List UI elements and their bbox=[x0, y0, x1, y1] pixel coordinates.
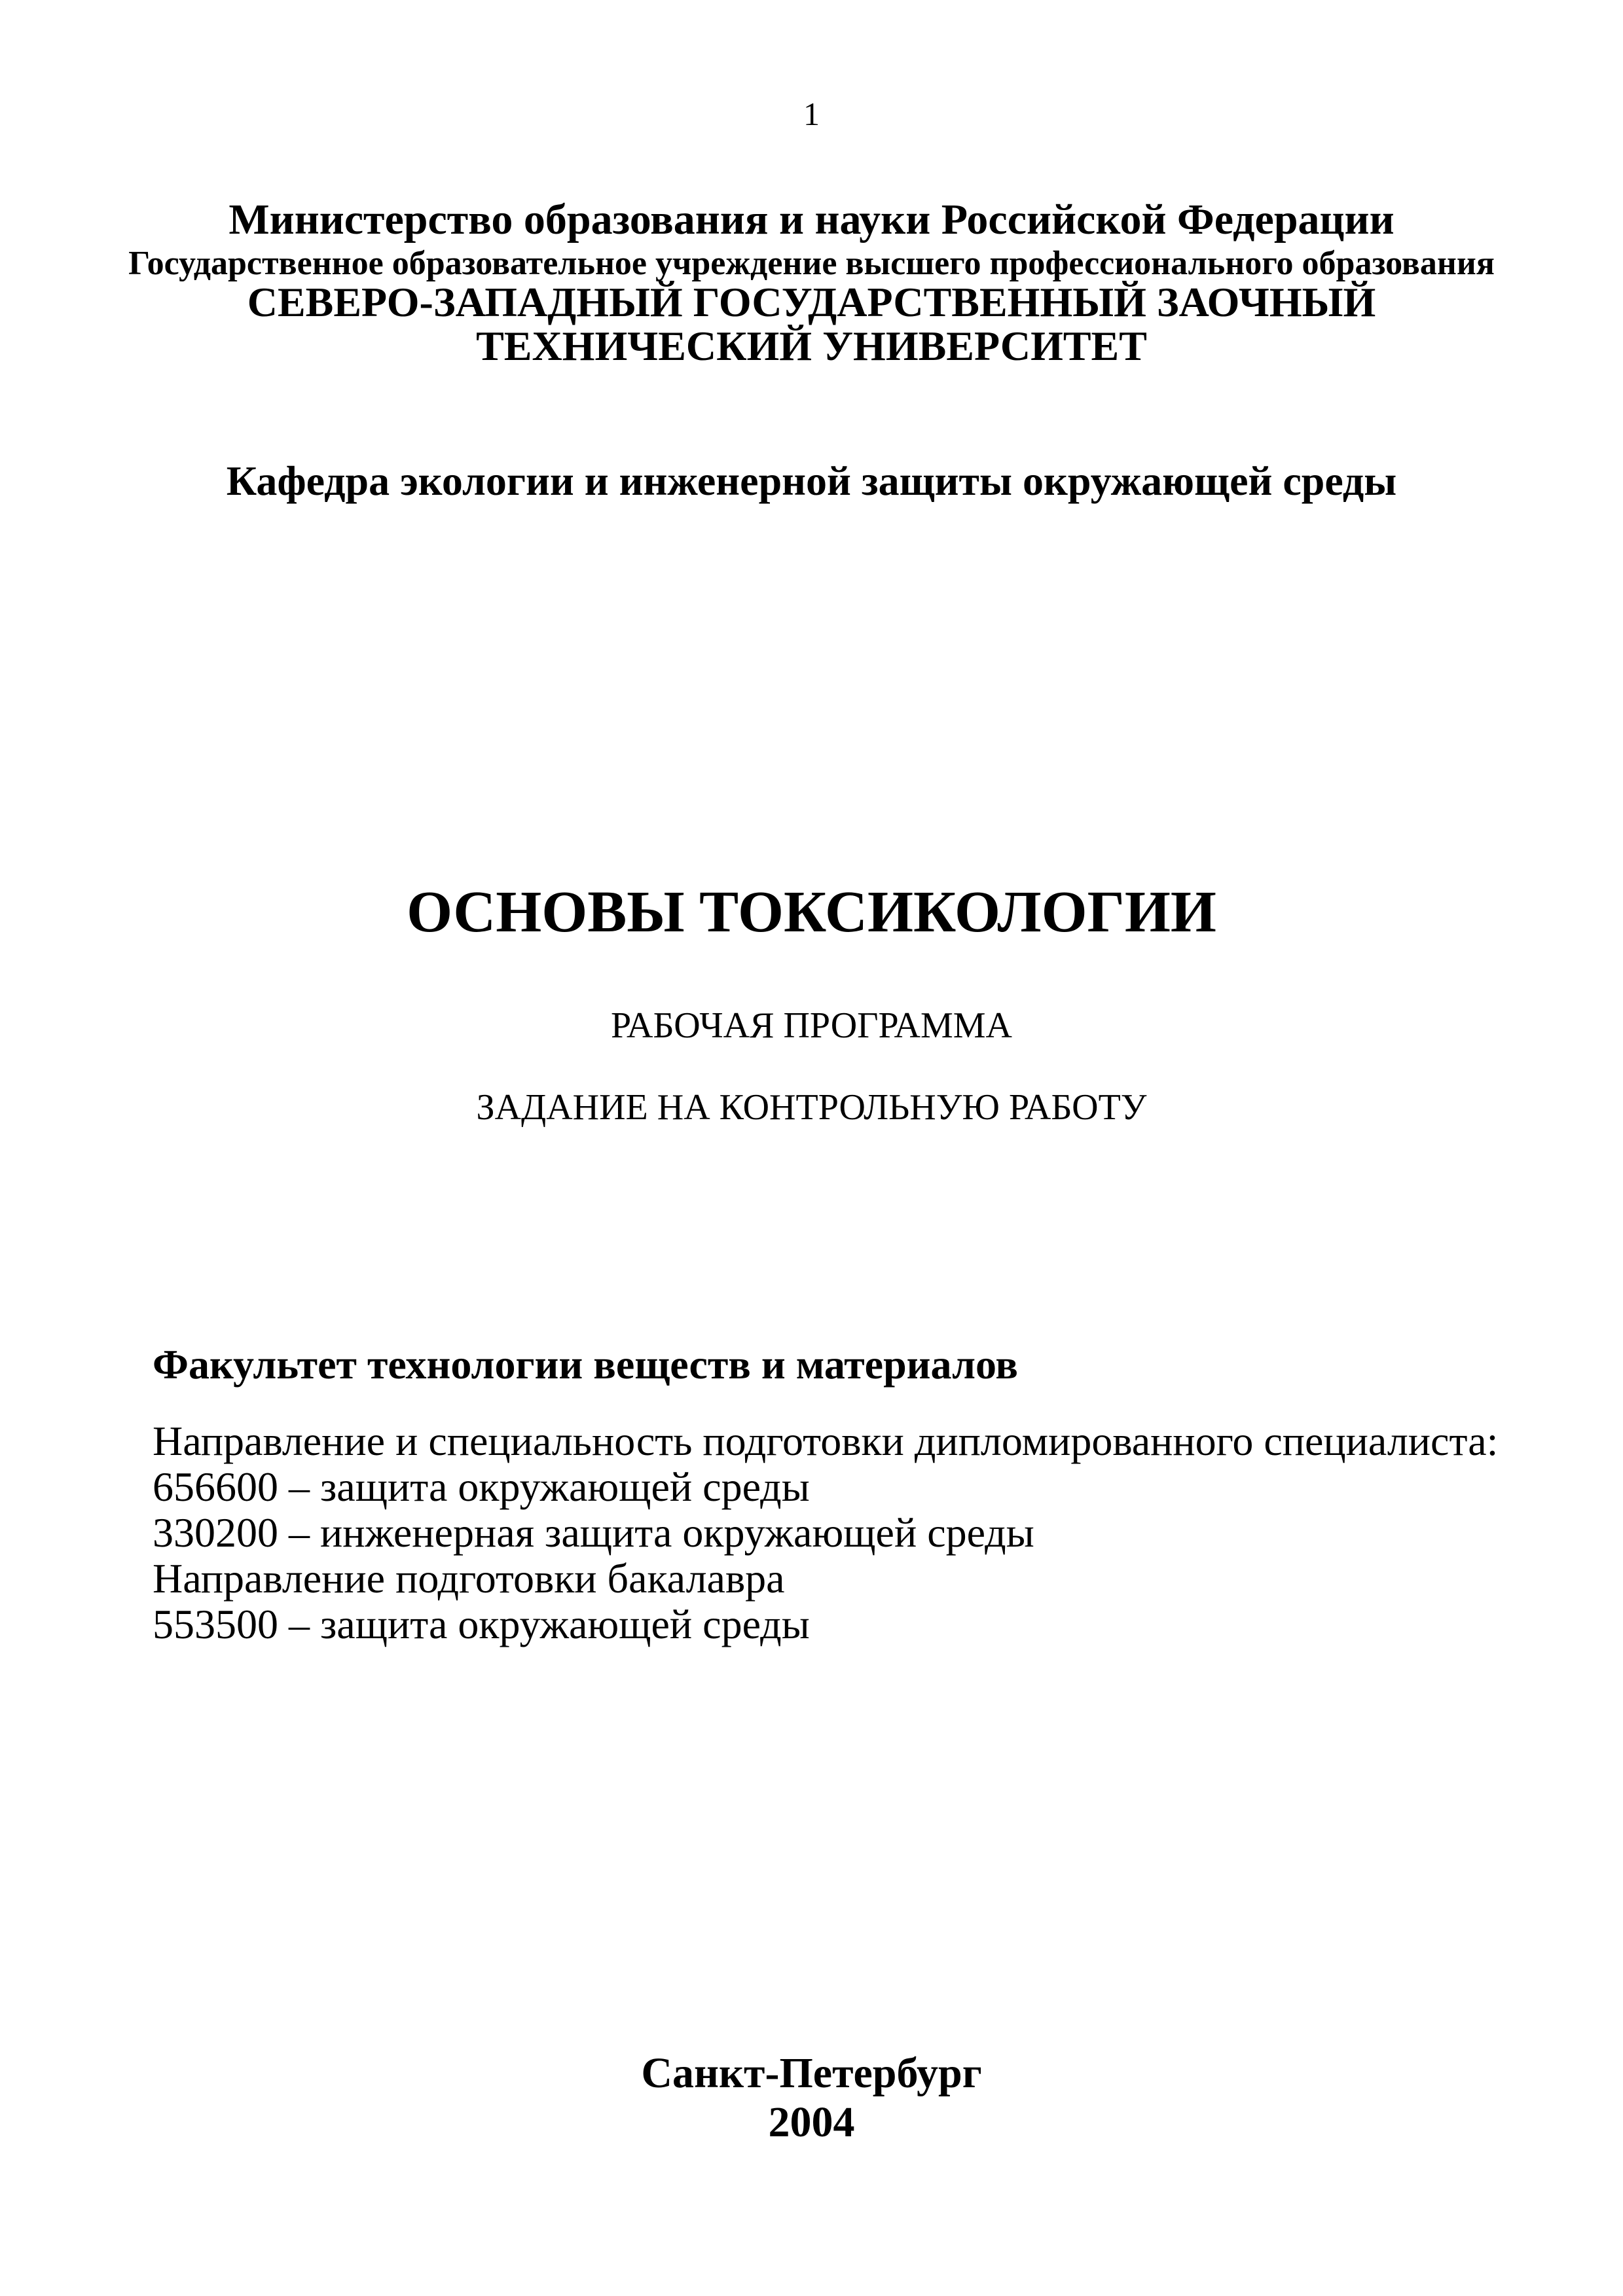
page-number: 1 bbox=[803, 96, 820, 132]
department-heading: Кафедра экологии и инженерной защиты окружающей среды bbox=[226, 457, 1397, 504]
specialty-line: 330200 – инженерная защита окружающей среды bbox=[153, 1509, 1034, 1556]
institution-heading: Государственное образовательное учреждение высшего профессионального образования bbox=[128, 245, 1495, 282]
faculty-heading: Факультет технологии веществ и материалов bbox=[153, 1341, 1018, 1388]
university-name-line1: СЕВЕРО-ЗАПАДНЫЙ ГОСУДАРСТВЕННЫЙ ЗАОЧНЫЙ bbox=[247, 279, 1376, 325]
publication-city: Санкт-Петербург bbox=[641, 2049, 982, 2097]
specialty-line: Направление подготовки бакалавра bbox=[153, 1555, 785, 1602]
specialty-line: 656600 – защита окружающей среды bbox=[153, 1463, 810, 1510]
publication-year: 2004 bbox=[768, 2098, 855, 2146]
university-name-line2: ТЕХНИЧЕСКИЙ УНИВЕРСИТЕТ bbox=[476, 323, 1147, 369]
document-subtitle-program: РАБОЧАЯ ПРОГРАММА bbox=[611, 1005, 1012, 1046]
specialty-line: Направление и специальность подготовки дипломированного специалиста: bbox=[153, 1418, 1499, 1464]
ministry-heading: Министерство образования и науки Российской Федерации bbox=[228, 196, 1395, 243]
document-title: ОСНОВЫ ТОКСИКОЛОГИИ bbox=[407, 880, 1216, 944]
document-subtitle-assignment: ЗАДАНИЕ НА КОНТРОЛЬНУЮ РАБОТУ bbox=[476, 1087, 1147, 1128]
specialty-line: 553500 – защита окружающей среды bbox=[153, 1601, 810, 1647]
